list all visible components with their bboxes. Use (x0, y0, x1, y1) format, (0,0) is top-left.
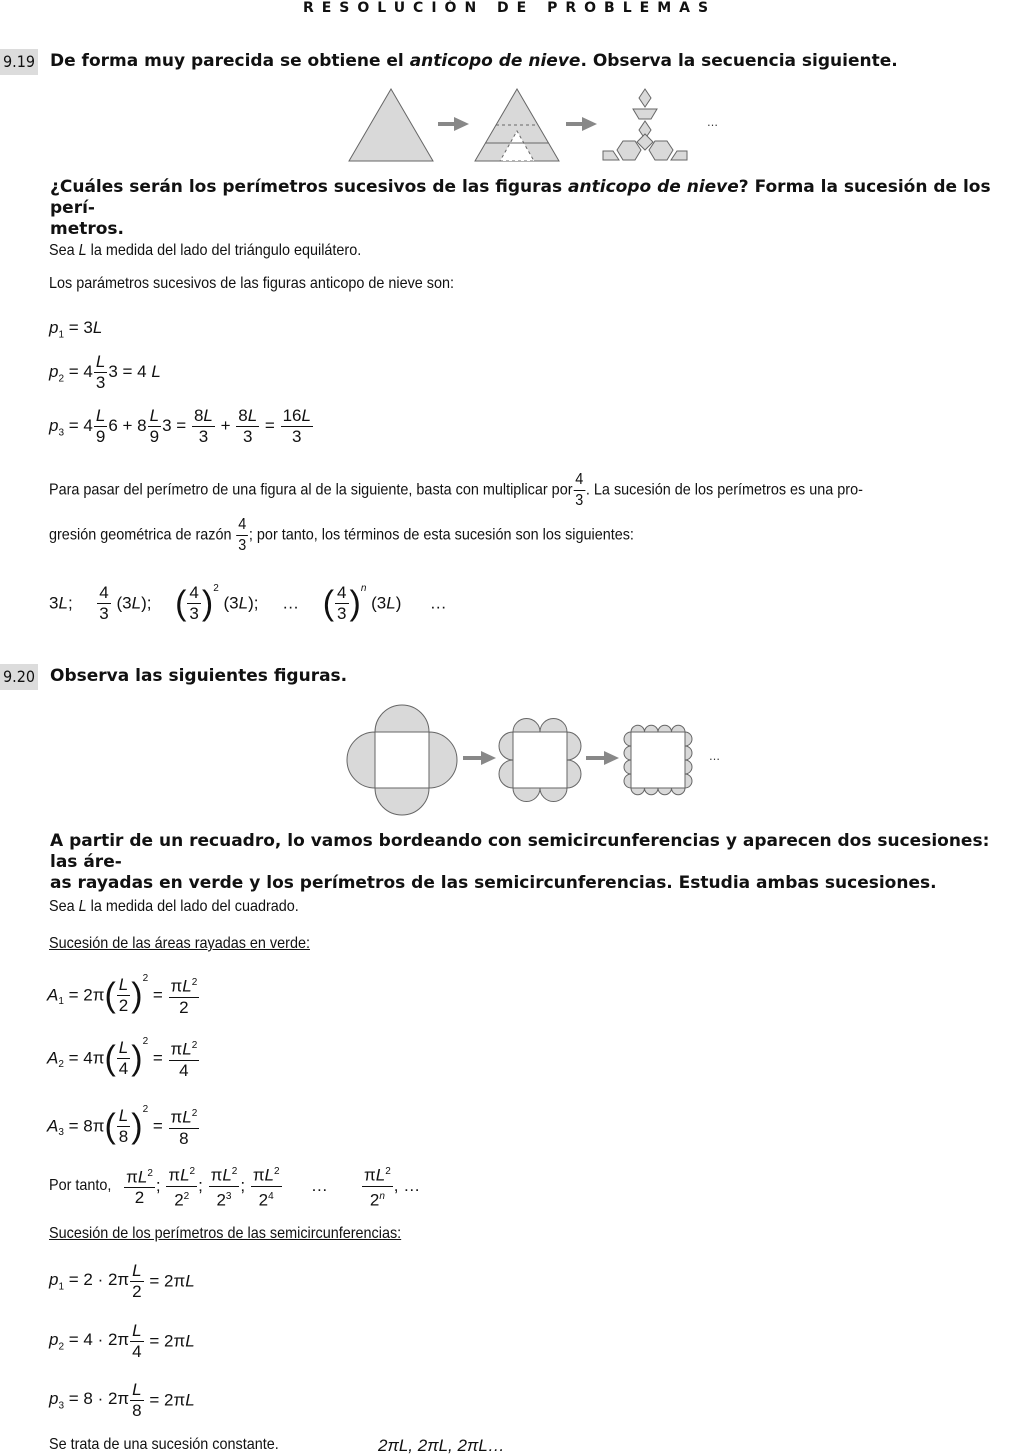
formula-a1: $A_1 = 2\pi$( $\frac{L}{2}$ )$^2$ = $\frac{\pi L^2}{2}$ (47, 973, 198, 1017)
formula-p2: $p_2 = 4$ $\frac{L}{3}$ 3 = 4 L (49, 352, 161, 392)
constant-sequence-statement: Se trata de una sucesión constante. (49, 1436, 279, 1453)
areas-heading: Sucesión de las áreas rayadas en verde: (49, 935, 310, 952)
arrow-icon (463, 751, 496, 765)
problem-9-20-title: Observa las siguientes figuras. (50, 666, 348, 686)
perimeters-heading: Sucesión de los perímetros de las semicircunferencias: (49, 1225, 402, 1242)
formula-p3-semicircles: $p_3 = 8 \cdot 2\pi$ $\frac{L}{8}$ = 2πL (49, 1380, 195, 1420)
anticopo-sequence-figure (345, 86, 725, 166)
formula-a2: $A_2 = 4\pi$( $\frac{L}{4}$ )$^2$ = $\frac{\pi L^2}{4}$ (47, 1036, 198, 1080)
problem-number-9-20: 9.20 (0, 664, 38, 690)
problem-9-19-question: ¿Cuáles serán los perímetros sucesivos de las figuras anticopo de nieve? Forma la sucesión de los perí- metros. (50, 177, 991, 239)
arrow-icon (566, 117, 597, 131)
arrow-icon (438, 117, 469, 131)
semicircle-sequence-figure (345, 702, 730, 818)
triangle-stage-1 (349, 89, 433, 161)
square-stage-2 (499, 719, 581, 802)
triangle-stage-2 (475, 89, 559, 161)
formula-p3: $p_3 = 4$ $\frac{L}{9}$ 6 + 8 $\frac{L}{9}$ 3 = $\frac{8L}{3}$ + $\frac{8L}{3}$ = $\frac{16L}{3}$ (49, 406, 311, 446)
triangle-stage-3 (603, 89, 687, 160)
problem-9-20-question: A partir de un recuadro, lo vamos bordeando con semicircunferencias y aparecen dos sucesiones: las áre- as rayadas en verde y los perímetros de las semicircunferencias. Estudia ambas sucesiones. (50, 831, 990, 893)
geometric-sequence-terms: 3L; $\frac{4}{3}$ (3L); ( $\frac{4}{3}$ )$^2$ (3L); … ( $\frac{4}{3}$ )$^n$ (3L) … (49, 583, 447, 623)
side-definition: Sea L la medida del lado del triángulo equilátero. (49, 242, 362, 259)
formula-a3: $A_3 = 8\pi$( $\frac{L}{8}$ )$^2$ = $\frac{\pi L^2}{8}$ (47, 1104, 198, 1148)
sequence-intro: Los parámetros sucesivos de las figuras anticopo de nieve son: (49, 275, 455, 292)
figure-ellipsis: … (709, 750, 720, 763)
ratio-paragraph-line2: gresión geométrica de razón $\frac{4}{3}$ ; por tanto, los términos de esta sucesión son los siguientes: (49, 516, 634, 554)
problem-9-19-title: De forma muy parecida se obtiene el anticopo de nieve. Observa la secuencia siguiente. (50, 51, 898, 71)
square-stage-1 (347, 705, 457, 815)
formula-p2-semicircles: $p_2 = 4 \cdot 2\pi$ $\frac{L}{4}$ = 2πL (49, 1321, 195, 1361)
formula-p1-semicircles: $p_1 = 2 \cdot 2\pi$ $\frac{L}{2}$ = 2πL (49, 1261, 195, 1301)
problem-number-9-19: 9.19 (0, 49, 38, 75)
formula-p1: $p_1 = 3L$ (49, 318, 103, 341)
ratio-paragraph-line1: Para pasar del perímetro de una figura al de la siguiente, basta con multiplicar por $\frac{4}{3}$ . La sucesión de los perímetros es una pro- (49, 471, 863, 509)
figure-ellipsis: … (707, 116, 718, 129)
square-stage-3 (624, 725, 692, 795)
constant-sequence-terms: 2πL, 2πL, 2πL… (378, 1436, 505, 1455)
areas-general-term: Por tanto, $\frac{\pi L^2}{2}$ ; $\frac{\pi L^2}{2^2}$ ; $\frac{\pi L^2}{2^3}$ ; $\frac{\pi L^2}{2^4}$ … $\frac{\pi L^2}{2^n}$ , … (49, 1165, 421, 1210)
arrow-icon (586, 751, 619, 765)
square-side-definition: Sea L la medida del lado del cuadrado. (49, 898, 299, 915)
page-header: RESOLUCIÓN DE PROBLEMAS (302, 0, 717, 16)
